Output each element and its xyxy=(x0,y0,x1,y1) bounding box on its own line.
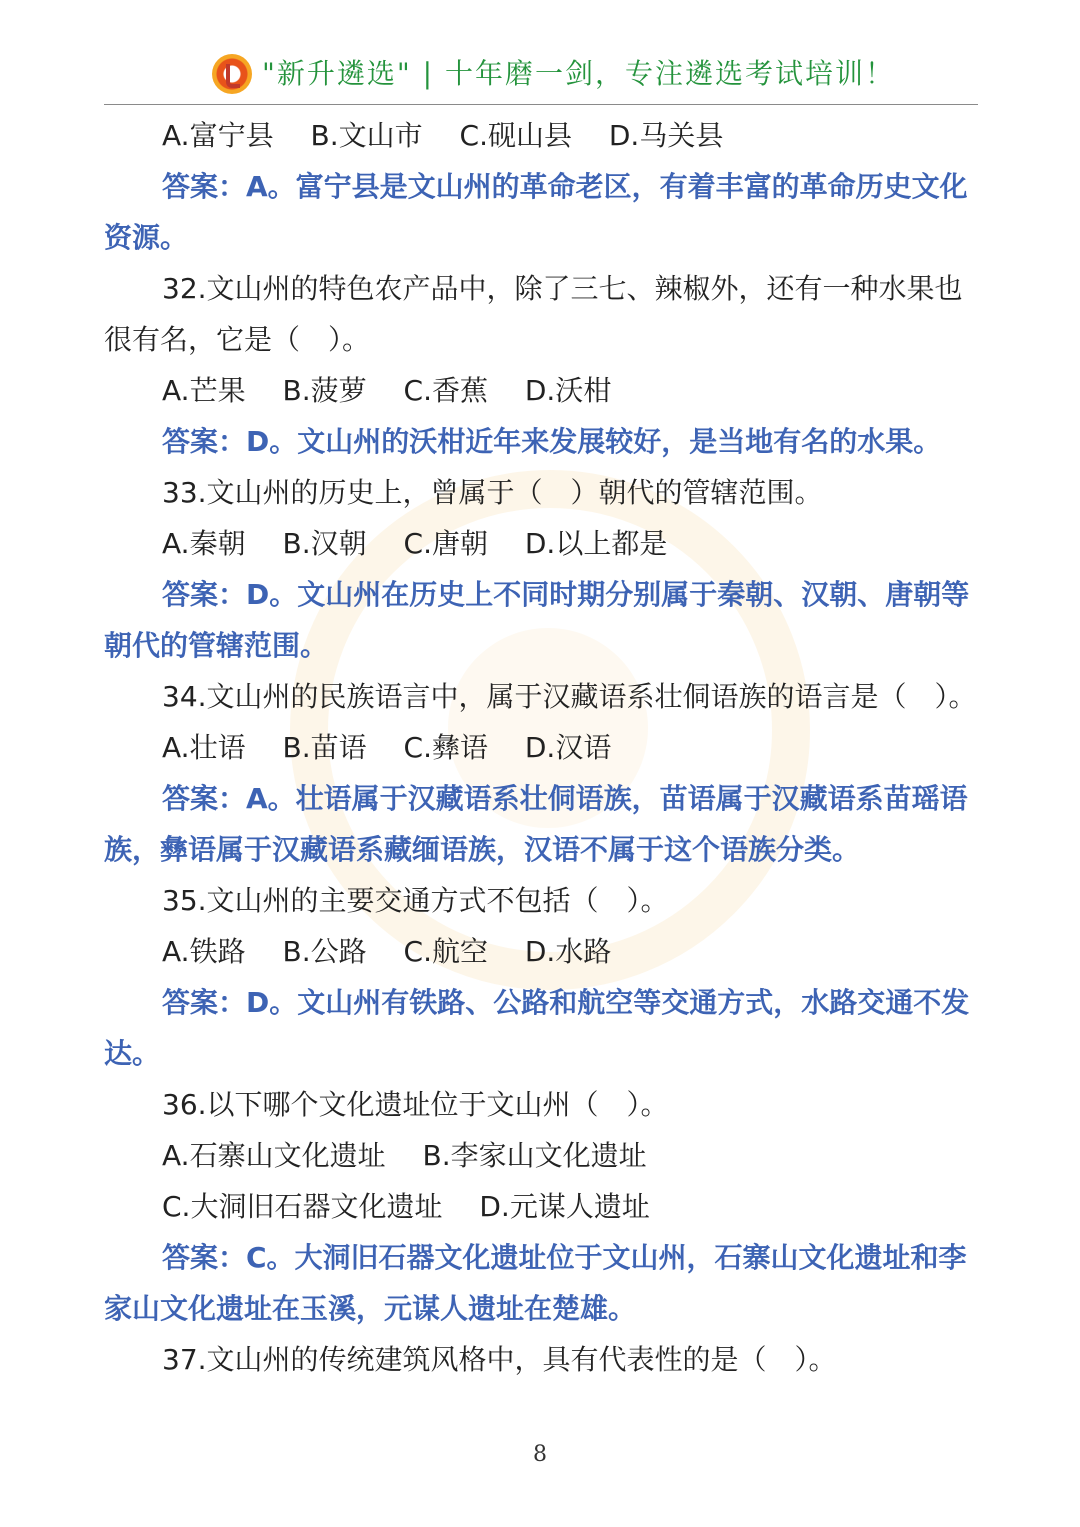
option: B.李家山文化遗址 xyxy=(422,1139,647,1172)
q33-stem: 33.文山州的历史上，曾属于（ ）朝代的管辖范围。 xyxy=(162,476,823,509)
q36-options-row1 xyxy=(104,1130,978,1181)
option: A.秦朝 xyxy=(162,527,246,560)
page-number: 8 xyxy=(533,1442,547,1467)
q35-answer-cont: 达。 xyxy=(104,1037,161,1070)
option: B.文山市 xyxy=(310,119,423,152)
q32-answer: 答案：D。文山州的沃柑近年来发展较好，是当地有名的水果。 xyxy=(162,425,942,458)
option: B.苗语 xyxy=(282,731,367,764)
option: A.芒果 xyxy=(162,374,246,407)
option: D.汉语 xyxy=(524,731,612,764)
option: B.公路 xyxy=(282,935,367,968)
option: C.香蕉 xyxy=(403,374,488,407)
q36-answer-cont: 家山文化遗址在玉溪，元谋人遗址在楚雄。 xyxy=(104,1292,637,1325)
option: A.富宁县 xyxy=(162,119,274,152)
brand-logo-icon xyxy=(212,54,252,94)
q32-stem: 32.文山州的特色农产品中，除了三七、辣椒外，还有一种水果也 xyxy=(162,272,963,305)
option: B.汉朝 xyxy=(282,527,367,560)
question-content xyxy=(104,110,978,1385)
option: C.大洞旧石器文化遗址 xyxy=(162,1190,443,1223)
option: C.航空 xyxy=(403,935,488,968)
option: D.水路 xyxy=(524,935,612,968)
option: D.沃柑 xyxy=(524,374,612,407)
q33-options xyxy=(104,518,978,569)
option: D.马关县 xyxy=(608,119,724,152)
option: C.砚山县 xyxy=(459,119,572,152)
q33-answer: 答案：D。文山州在历史上不同时期分别属于秦朝、汉朝、唐朝等 xyxy=(162,578,970,611)
q31-options xyxy=(104,110,978,161)
q35-options xyxy=(104,926,978,977)
option: A.铁路 xyxy=(162,935,246,968)
q32-options xyxy=(104,365,978,416)
q31-answer-cont: 资源。 xyxy=(104,221,189,254)
page-header xyxy=(104,52,978,105)
q35-stem: 35.文山州的主要交通方式不包括（ ）。 xyxy=(162,884,669,917)
q34-answer-cont: 族，彝语属于汉藏语系藏缅语族，汉语不属于这个语族分类。 xyxy=(104,833,861,866)
q34-stem: 34.文山州的民族语言中，属于汉藏语系壮侗语族的语言是（ ）。 xyxy=(162,680,977,713)
option: A.石寨山文化遗址 xyxy=(162,1139,386,1172)
q36-options-row2 xyxy=(104,1181,978,1232)
q37-stem: 37.文山州的传统建筑风格中，具有代表性的是（ ）。 xyxy=(162,1343,837,1376)
q34-options xyxy=(104,722,978,773)
option: C.彝语 xyxy=(403,731,488,764)
option: C.唐朝 xyxy=(403,527,488,560)
q32-stem-cont: 很有名，它是（ ）。 xyxy=(104,323,371,356)
q34-answer: 答案：A。壮语属于汉藏语系壮侗语族，苗语属于汉藏语系苗瑶语 xyxy=(162,782,968,815)
option: A.壮语 xyxy=(162,731,246,764)
option: D.元谋人遗址 xyxy=(479,1190,650,1223)
q35-answer: 答案：D。文山州有铁路、公路和航空等交通方式，水路交通不发 xyxy=(162,986,970,1019)
q36-answer: 答案：C。大洞旧石器文化遗址位于文山州，石寨山文化遗址和李 xyxy=(162,1241,967,1274)
option: B.菠萝 xyxy=(282,374,367,407)
q36-stem: 36.以下哪个文化遗址位于文山州（ ）。 xyxy=(162,1088,669,1121)
q31-answer: 答案：A。富宁县是文山州的革命老区，有着丰富的革命历史文化 xyxy=(162,170,968,203)
header-slogan: "新升遴选" | 十年磨一剑，专注遴选考试培训！ xyxy=(262,57,895,90)
option: D.以上都是 xyxy=(524,527,668,560)
q33-answer-cont: 朝代的管辖范围。 xyxy=(104,629,329,662)
